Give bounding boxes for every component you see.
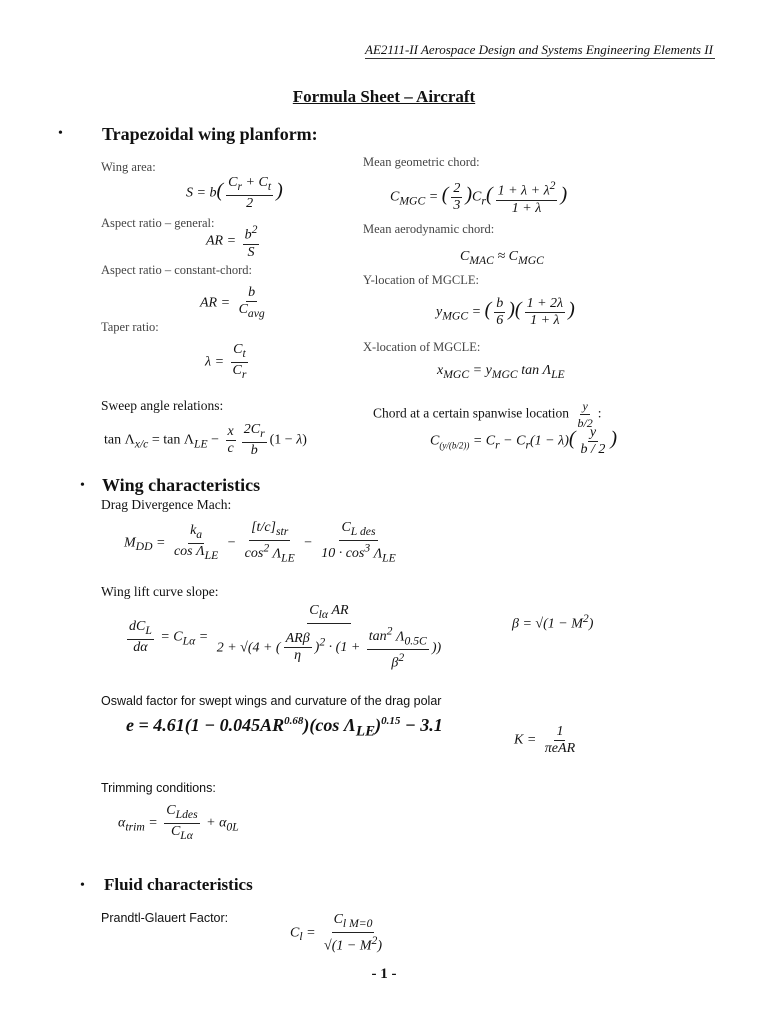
ar-constant-label: Aspect ratio – constant-chord:: [101, 263, 252, 277]
ddm-label: Drag Divergence Mach:: [101, 497, 232, 512]
chord-formula: $C_{(y/(b/2))} = C_r - C_r(1 - \lambda)$( $\frac{y}{b / 2}$ ): [430, 425, 618, 457]
page-title: Formula Sheet – Aircraft: [292, 87, 476, 106]
wing-area-label: Wing area:: [101, 160, 156, 174]
y-mgc-formula: $y_{MGC}$ = ( $\frac{b}{6}$ )( $\frac{1 + 2\lambda}{1 + \lambda}$ ): [436, 296, 575, 328]
ar-general-label: Aspect ratio – general:: [101, 216, 215, 230]
chord-label: Chord at a certain spanwise location $\frac{y}{b/2}$ :: [373, 399, 602, 430]
oswald-formula: $e = 4.61(1 - 0.045AR^{0.68})(\cos$ $\Lambda_{LE})^{0.15} - 3.1$: [126, 715, 443, 740]
x-mgc-label: X-location of MGCLE:: [363, 340, 481, 354]
mac-formula: $C_{MAC} \approx C_{MGC}$: [460, 249, 544, 267]
sweep-formula: $\tan \Lambda_{x/c} = \tan \Lambda_{LE}$ − $\frac{x}{c}$ $\frac{2C_r}{b}$ (1 − λ): [104, 422, 307, 458]
lift-slope-label: Wing lift curve slope:: [101, 584, 219, 599]
beta-formula: $\beta = √(1 - M^2)$: [512, 612, 594, 632]
sweep-label: Sweep angle relations:: [101, 398, 224, 413]
wing-area-formula: S = b( $\frac{C_r + C_t}{2}$ ): [186, 175, 283, 211]
ar-constant-formula: AR = $\frac{b}{C_{avg}}$: [200, 285, 265, 320]
lift-slope-formula: $\frac{dC_L}{d\alpha}$ = $C_{L\alpha}$ = $C_{l\alpha}$ AR 2 + √(4 + ( $\frac{\text{ARβ}}{\eta}$ )$^2$ · (1 + $\frac{\tan^2 \Lambda_{0.5C}}{\beta^2}$ )): [129, 603, 442, 671]
bullet: •: [80, 878, 85, 893]
trim-label: Trimming conditions:: [101, 781, 216, 795]
mac-label: Mean aerodynamic chord:: [363, 222, 495, 236]
pg-formula: $C_l$ = $\frac{C_{l M=0}}{√(1 - M^2)}$: [290, 912, 383, 954]
taper-label: Taper ratio:: [101, 320, 159, 334]
section-heading-wing: Wing characteristics: [102, 475, 261, 495]
pg-label: Prandtl-Glauert Factor:: [101, 911, 229, 925]
y-mgc-label: Y-location of MGCLE:: [363, 273, 479, 287]
mgc-label: Mean geometric chord:: [363, 155, 480, 169]
course-header: AE2111-II Aerospace Design and Systems Engineering Elements II: [365, 42, 715, 59]
page-number: - 1 -: [371, 966, 397, 982]
oswald-label: Oswald factor for swept wings and curvature of the drag polar: [101, 694, 442, 708]
k-formula: K = $\frac{1}{\text{πeAR}}$: [514, 724, 576, 756]
trim-formula: $\alpha_{trim}$ = $\frac{C_{Ldes}}{C_{L\alpha}}$ + $\alpha_{0L}$: [118, 803, 239, 842]
ddm-formula: $M_{DD}$ = $\frac{k_a}{\cos \Lambda_{LE}}$ − $\frac{[t/c]_{str}}{\cos^2 \Lambda_{LE}}$ − $\frac{C_{L des}}{10 \cdot \cos^3 \Lambda_{LE}}$: [124, 520, 396, 565]
mgc-formula: $C_{MGC}$ = ( $\frac{2}{3}$ )$C_r$( $\frac{1 + \lambda + \lambda^2}{1 + \lambda}$ ): [390, 179, 568, 216]
section-heading-trapezoidal: Trapezoidal wing planform:: [102, 124, 318, 144]
section-heading-fluid: Fluid characteristics: [104, 875, 253, 894]
taper-formula: λ = $\frac{C_t}{C_r}$: [205, 342, 247, 381]
bullet: •: [80, 478, 85, 493]
ar-general-formula: AR = $\frac{b^2}{S}$: [206, 223, 258, 260]
bullet: •: [58, 126, 63, 141]
x-mgc-formula: $x_{MGC} = y_{MGC}$ $\tan \Lambda_{LE}$: [437, 363, 565, 381]
